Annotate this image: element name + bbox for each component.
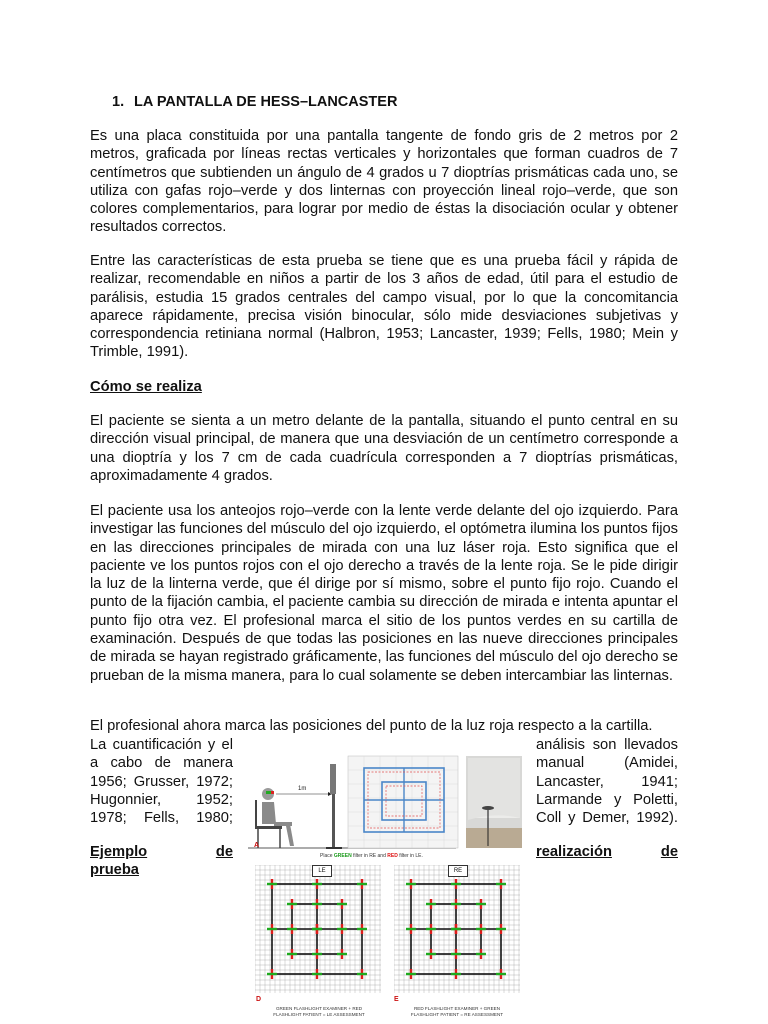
- caption-d-line2: FLASHLIGHT PATIENT = LE ASSESSMENT: [273, 1012, 365, 1017]
- chart-mark: [426, 903, 436, 905]
- chart-mark: [357, 928, 367, 930]
- le-tag: LE: [312, 865, 332, 877]
- setup-illustration: [246, 750, 526, 852]
- chart-mark: [337, 953, 347, 955]
- chart-mark: [496, 883, 506, 885]
- chart-mark: [267, 928, 277, 930]
- chart-mark: [337, 928, 347, 930]
- right-line-3: Lancaster, 1941;: [536, 773, 678, 790]
- chart-mark: [476, 928, 486, 930]
- hess-lancaster-figure: [246, 750, 526, 1024]
- re-tag: RE: [448, 865, 468, 877]
- caption-re-assessment: [402, 1006, 512, 1018]
- chart-mark: [312, 903, 322, 905]
- left-line-4: Hugonnier, 1952;: [90, 791, 233, 808]
- chart-mark: [451, 903, 461, 905]
- filter-caption-green: GREEN: [333, 853, 352, 859]
- example-word-prueba: prueba: [90, 862, 139, 879]
- figure-label-e: E: [394, 996, 399, 1003]
- right-line-4: Larmande y Poletti,: [536, 791, 678, 808]
- chart-mark: [426, 953, 436, 955]
- le-hess-chart: [255, 865, 381, 993]
- chart-mark: [267, 883, 277, 885]
- filter-caption-post: filter in LE.: [397, 853, 423, 859]
- chart-mark: [406, 928, 416, 930]
- chart-mark: [337, 903, 347, 905]
- chart-mark: [496, 928, 506, 930]
- chart-mark: [476, 903, 486, 905]
- paragraph-marking-left-column: [90, 736, 233, 827]
- example-word-4: de: [660, 844, 678, 860]
- chart-mark: [451, 928, 461, 930]
- filter-caption-pre: Place: [320, 853, 334, 859]
- figure-label-a: A: [254, 842, 260, 849]
- re-hess-chart: [394, 865, 520, 993]
- right-line-1: análisis son llevados: [536, 737, 678, 753]
- chart-mark: [406, 883, 416, 885]
- chart-mark: [476, 953, 486, 955]
- example-heading-left: [90, 843, 233, 880]
- right-line-2: manual (Amidei,: [536, 755, 678, 772]
- caption-e-line1: RED FLASHLIGHT EXAMINER + GREEN: [413, 1006, 501, 1011]
- chart-mark: [426, 928, 436, 930]
- paragraph-intro: Es una placa constituida por una pantalla tangente de fondo gris de 2 metros por 2 metros, graficada por líneas rectas verticales y horizontales que forman cuadros de 7 centímetros que subtienden un ángulo de 4 grados u 7 dioptrías prismáticas cada uno, se utiliza con gafas rojo–verde y dos linternas con proyección lineal rojo–verde, que son colores complementarios, para lograr por medio de éstas la disociación ocular y obtener resultados correctos.: [90, 128, 678, 236]
- chart-mark: [496, 973, 506, 975]
- chart-mark: [451, 973, 461, 975]
- left-line-3: 1956; Grusser, 1972;: [90, 773, 233, 790]
- caption-d-line1: GREEN FLASHLIGHT EXAMINER + RED: [275, 1006, 363, 1011]
- filter-caption-red: RED: [387, 853, 398, 859]
- section-heading: [112, 94, 397, 110]
- left-line-1: La cuantificación y el: [90, 737, 233, 753]
- chart-mark: [287, 953, 297, 955]
- chart-mark: [357, 883, 367, 885]
- chart-mark: [312, 973, 322, 975]
- chart-mark: [312, 928, 322, 930]
- caption-le-assessment: [264, 1006, 374, 1018]
- caption-e-line2: FLASHLIGHT PATIENT = RE ASSESSMENT: [410, 1012, 504, 1017]
- paragraph-features: Entre las características de esta prueba se tiene que es una prueba fácil y rápida de realizar, recomendable en niños a partir de los 3 años de edad, útil para el estudio de parálisis, estudia 15 grados centrales del campo visual, por lo que la concomitancia aparece rápidamente, precisa visión binocular, sólo mide desviaciones subjetivas y correspondencia retiniana normal (Halbron, 1953; Lancaster, 1939; Fells, 1980; Mein y Trimble, 1991).: [90, 253, 678, 361]
- chart-mark: [406, 973, 416, 975]
- example-word-1: Ejemplo: [90, 844, 148, 860]
- chart-mark: [267, 973, 277, 975]
- paragraph-marking-right-column: [536, 736, 678, 827]
- example-heading-right: [536, 843, 678, 861]
- chart-mark: [312, 953, 322, 955]
- filter-caption-mid: filter in RE and: [351, 853, 388, 859]
- left-line-2: a cabo de manera: [90, 755, 233, 772]
- example-word-3: realización: [536, 844, 612, 860]
- distance-label: 1m: [298, 786, 307, 792]
- chart-mark: [451, 953, 461, 955]
- section-title: LA PANTALLA DE HESS–LANCASTER: [134, 94, 398, 110]
- left-line-5: 1978; Fells, 1980;: [90, 810, 233, 827]
- chart-mark: [287, 903, 297, 905]
- chart-mark: [451, 883, 461, 885]
- section-number: 1.: [112, 94, 125, 110]
- chart-mark: [357, 973, 367, 975]
- paragraph-marking-line1: El profesional ahora marca las posiciones del punto de la luz roja respecto a la cartilla.: [90, 718, 653, 734]
- subheading-procedure: Cómo se realiza: [90, 379, 202, 395]
- paragraph-procedure: El paciente usa los anteojos rojo–verde con la lente verde delante del ojo izquierdo. Para investigar las funciones del músculo del ojo izquierdo, el optómetra ilumina los puntos fijos en las direcciones principales de mirada con una luz láser roja. Esto significa que el paciente ve los puntos rojos con el ojo derecho a través de la lente roja. Se le pide dirigir la luz de la linterna verde, que él dirige por sí mismo, sobre el punto fijo rojo. Cuando el punto de la fijación cambia, el paciente cambia su dirección de mirada e intenta apuntar el punto fijo otra vez. El profesional marca el sitio de los puntos verdes en su cartilla de examinación. Después de que todas las posiciones en las nueve direcciones principales de mirada se hayan registrado gráficamente, las funciones del músculo del ojo derecho se prueban de la misma manera, para lo cual solamente se deben intercambiar las linternas.: [90, 503, 678, 684]
- example-word-2: de: [215, 844, 233, 860]
- setup-illustration-panel: [246, 750, 526, 852]
- right-line-5: Coll y Demer, 1992).: [536, 810, 678, 827]
- paragraph-setup: El paciente se sienta a un metro delante de la pantalla, situando el punto central en su dirección visual principal, de manera que una desviación de un centímetro corresponde a una dioptría y los 7 cm de cada cuadrícula corresponden a 7 dioptrías prismáticas, aproximadamente 4 grados.: [90, 413, 678, 484]
- filter-caption: [320, 853, 423, 859]
- chart-mark: [312, 883, 322, 885]
- figure-label-d: D: [256, 996, 262, 1003]
- chart-mark: [287, 928, 297, 930]
